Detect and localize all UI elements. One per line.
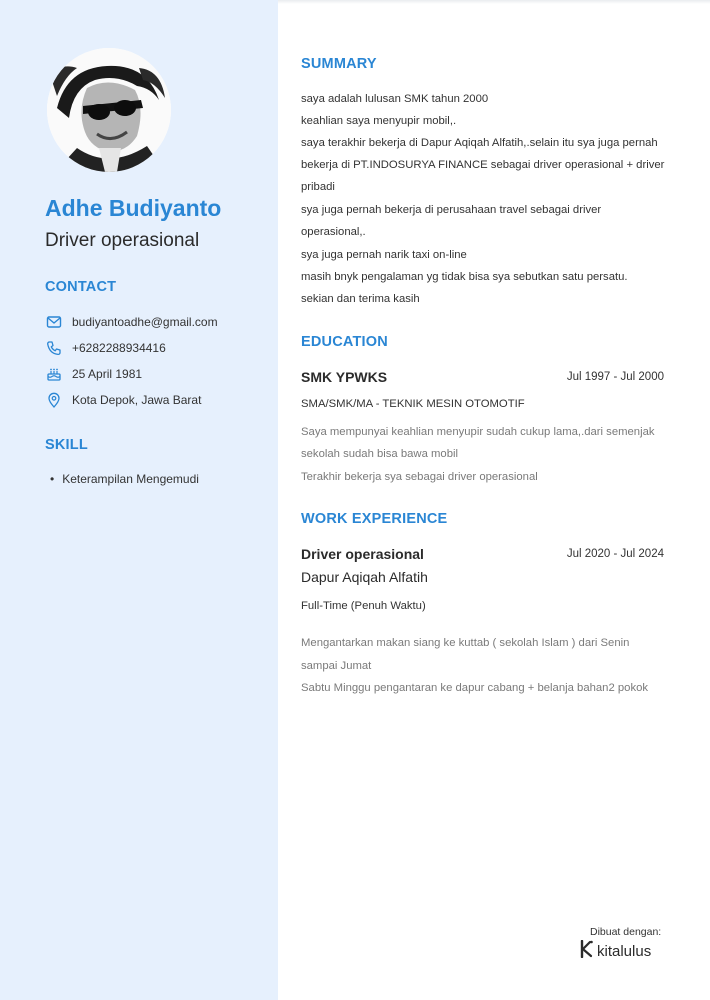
contact-phone[interactable]: +6282288934416: [72, 341, 166, 355]
education-school: SMK YPWKS: [301, 369, 388, 385]
work-title: Driver operasional: [301, 546, 424, 562]
education-description-line: sekolah sudah bisa bawa mobil: [301, 448, 458, 460]
contact-location-row: [46, 391, 201, 409]
education-dates: Jul 1997 - Jul 2000: [566, 371, 664, 383]
profile-role: Driver operasional: [45, 230, 200, 251]
summary-heading: SUMMARY: [301, 56, 377, 72]
contact-location: Kota Depok, Jawa Barat: [72, 393, 202, 407]
phone-icon: [46, 340, 62, 356]
summary-line: sya juga pernah narik taxi on-line: [301, 249, 467, 261]
summary-line: bekerja di PT.INDOSURYA FINANCE sebagai driver operasional + driver: [301, 159, 665, 171]
summary-line: pribadi: [301, 181, 335, 193]
contact-birthday: 25 April 1981: [72, 367, 143, 381]
sidebar: [0, 0, 278, 1000]
cake-icon: [46, 366, 62, 382]
contact-phone-row: [46, 339, 166, 357]
contact-birthday-row: [46, 365, 142, 383]
work-description-line: Mengantarkan makan siang ke kuttab ( sekolah Islam ) dari Senin: [301, 637, 630, 649]
profile-photo: [47, 48, 171, 172]
work-description-line: sampai Jumat: [301, 660, 372, 672]
summary-line: masih bnyk pengalaman yg tidak bisa sya sebutkan satu persatu.: [301, 271, 628, 283]
profile-name: Adhe Budiyanto: [45, 195, 222, 221]
made-with-label: Dibuat dengan:: [590, 926, 662, 938]
work-description-line: Sabtu Minggu pengantaran ke dapur cabang + belanja bahan2 pokok: [301, 682, 649, 694]
summary-line: keahlian saya menyupir mobil,.: [301, 115, 457, 127]
contact-heading: CONTACT: [45, 279, 117, 295]
summary-line: sekian dan terima kasih: [301, 293, 420, 305]
mail-icon: [46, 314, 62, 330]
work-heading: WORK EXPERIENCE: [301, 511, 448, 527]
skill-label: Keterampilan Mengemudi: [62, 472, 199, 486]
work-company: Dapur Aqiqah Alfatih: [301, 569, 428, 585]
brand-link[interactable]: [580, 940, 670, 963]
contact-email[interactable]: budiyantoadhe@gmail.com: [72, 315, 218, 329]
profile-photo-image: [47, 48, 171, 172]
skill-heading: SKILL: [45, 437, 88, 453]
summary-line: sya juga pernah bekerja di perusahaan travel sebagai driver: [301, 204, 602, 216]
summary-line: operasional,.: [301, 226, 366, 238]
brand-name: kitalulus: [597, 943, 652, 960]
skill-item: [50, 472, 199, 486]
education-degree: SMA/SMK/MA - TEKNIK MESIN OTOMOTIF: [301, 398, 525, 410]
location-pin-icon: [46, 392, 62, 408]
work-type: Full-Time (Penuh Waktu): [301, 600, 426, 612]
contact-email-row: [46, 313, 218, 331]
education-description-line: Terakhir bekerja sya sebagai driver operasional: [301, 471, 538, 483]
footer-brand: [580, 926, 670, 963]
education-description-line: Saya mempunyai keahlian menyupir sudah cukup lama,.dari semenjak: [301, 426, 655, 438]
education-heading: EDUCATION: [301, 334, 388, 350]
work-dates: Jul 2020 - Jul 2024: [566, 548, 664, 560]
kitalulus-logo-icon: [580, 940, 594, 963]
summary-line: saya adalah lulusan SMK tahun 2000: [301, 93, 489, 105]
summary-line: saya terakhir bekerja di Dapur Aqiqah Alfatih,.selain itu sya juga pernah: [301, 137, 658, 149]
bullet-icon: •: [50, 472, 55, 486]
